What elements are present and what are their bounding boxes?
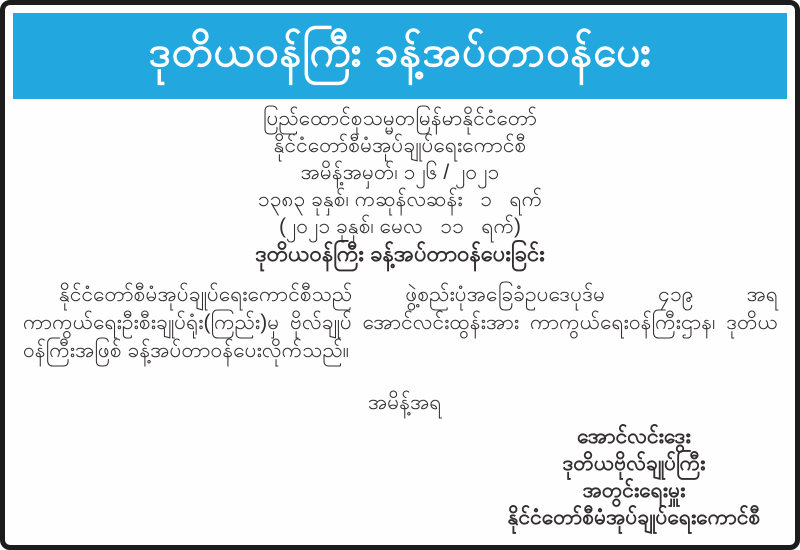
by-order-label: အမိန့်အရ [368,391,442,414]
gregorian-date: (၂၀၂၁ ခုနှစ်၊ မေလ ၁၁ ရက်) [278,215,522,238]
signatory-rank: ဒုတိယဗိုလ်ချုပ်ကြီး [562,452,706,475]
signatory-organization: နိုင်ငံတော်စီမံအုပ်ချုပ်ရေးကောင်စီ [507,506,761,529]
order-subject: ဒုတိယဝန်ကြီး ခန့်အပ်တာဝန်ပေးခြင်း [255,241,545,266]
signatory-name: အောင်လင်းဒွေး [577,425,691,448]
order-body-paragraph: နိုင်ငံတော်စီမံအုပ်ချုပ်ရေးကောင်စီသည် ဖွဲ့စည်းပုံအခြေခံဥပဒေပုဒ်မ ၄၁၉ အရ ကာကွယ်ရေးဦးစီးချုပ်ရုံး(ကြည်း)မှ ဗိုလ်ချုပ် အောင်လင်းထွန်းအား ကာကွယ်ရေးဝန်ကြီးဌာန၊ ဒုတိယဝန်ကြီးအဖြစ် ခန့်အပ်တာဝန်ပေးလိုက်သည်။ [23,283,778,362]
letterhead-block [5,105,795,268]
title-banner [13,13,787,99]
banner-title: ဒုတိယဝန်ကြီး ခန့်အပ်တာဝန်ပေး [148,28,652,75]
burmese-calendar-date: ၁၃၈၃ ခုနှစ်၊ ကဆုန်လဆန်း ၁ ရက် [257,188,543,211]
order-number: အမိန့်အမှတ်၊ ၁၂၆ / ၂၀၂၁ [300,161,500,184]
council-name: နိုင်ငံတော်စီမံအုပ်ချုပ်ရေးကောင်စီ [273,134,527,157]
signatory-title: အတွင်းရေးမှူး [582,479,686,502]
signature-block [483,423,785,531]
country-name: ပြည်ထောင်စုသမ္မတမြန်မာနိုင်ငံတော် [262,107,537,130]
